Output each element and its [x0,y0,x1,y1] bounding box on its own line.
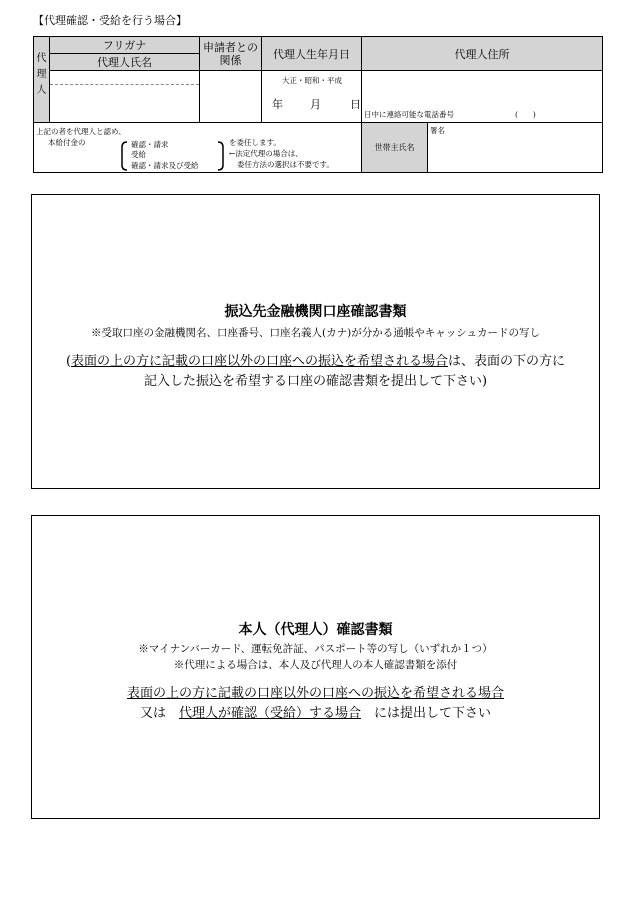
relation-cell[interactable] [200,71,262,123]
option-both[interactable]: 確認・請求及び受給 [131,161,199,170]
agent-form-table [33,36,603,173]
delegation-intro: 上記の者を代理人と認め、 [36,127,126,136]
phone-paren: ( ) [515,110,536,119]
month-label: 月 [310,98,321,111]
section-header: 【代理確認・受給を行う場合】 [33,14,187,27]
legal-note-1: ←法定代理の場合は、 [229,149,303,158]
birthdate-header: 代理人生年月日 [262,37,362,71]
legal-note-2: 委任方法の選択は不要です。 [237,160,334,169]
identity-document-box [31,515,600,819]
bank-box-title: 振込先金融機関口座確認書類 [224,304,407,320]
furigana-input-line[interactable] [50,71,199,85]
identity-box-title: 本人（代理人）確認書類 [238,622,393,638]
householder-label: 世帯主氏名 [362,123,428,173]
identity-box-line2: 又は 代理人が確認（受給）する場合 には提出して下さい [139,706,492,721]
option-confirm-request[interactable]: 確認・請求 [131,140,169,149]
birthdate-cell[interactable] [262,71,362,123]
furigana-header: フリガナ [50,37,200,54]
year-label: 年 [272,98,283,111]
day-label: 日 [350,98,361,111]
delegation-cell [34,123,362,173]
agent-side-label: 代理人 [34,37,50,123]
delegate-text: を委任します。 [229,138,281,147]
era-options: 大正・昭和・平成 [282,76,342,85]
bank-account-document-box [31,194,600,489]
bank-box-line1: (表面の上の方に記載の口座以外の口座への振込を希望される場合は、表面の下の方に [65,354,566,369]
identity-box-note1: ※マイナンバーカード、運転免許証、パスポート等の写し（いずれか１つ） [138,643,493,655]
signature-label: 署名 [430,126,445,135]
address-cell[interactable] [362,71,603,123]
identity-box-line1: 表面の上の方に記載の口座以外の口座への振込を希望される場合 [126,686,504,701]
option-receive[interactable]: 受給 [131,150,146,159]
right-bracket-icon [217,141,225,171]
benefit-label: 本給付金の [48,138,86,147]
address-header: 代理人住所 [362,37,603,71]
identity-box-note2: ※代理による場合は、本人及び代理人の本人確認書類を添付 [173,659,458,671]
bank-box-note: ※受取口座の金融機関名、口座番号、口座名義人(カナ)が分かる通帳やキャッシュカードの写し [91,327,540,339]
signature-cell[interactable] [428,123,603,173]
relation-header: 申請者との関係 [200,37,262,71]
phone-label: 日中に連絡可能な電話番号 [364,110,454,119]
agent-name-cell[interactable] [50,71,200,123]
agent-name-header: 代理人氏名 [50,54,200,71]
bank-box-line2: 記入した振込を希望する口座の確認書類を提出して下さい) [143,374,488,389]
left-bracket-icon [120,141,128,171]
